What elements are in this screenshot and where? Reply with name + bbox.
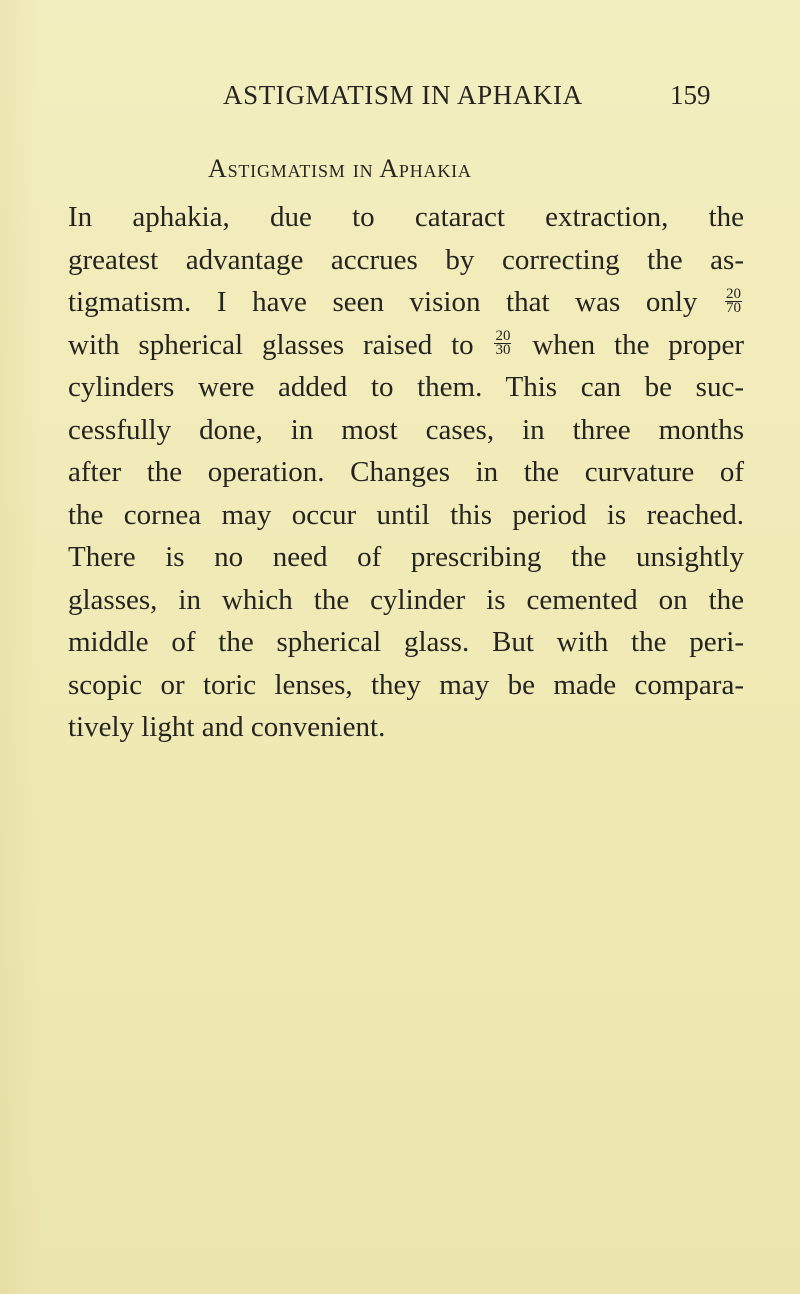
fraction-denominator: 70 [726,299,742,316]
text-line: greatest advantage accrues by correcting the as- [68,243,744,276]
text-segment: when the proper [532,328,744,361]
text-line: after the operation. Changes in the curvature of [68,456,744,488]
text-line: In aphakia, due to cataract extraction, the [68,201,744,233]
text-line: cylinders were added to them. This can be suc- [68,371,744,403]
text-line [68,324,744,367]
fraction-numerator: 20 [495,328,511,345]
vision-fraction [725,285,742,316]
text-line: cessfully done, in most cases, in three months [68,413,744,446]
fraction-denominator: 30 [495,342,511,359]
page-number: 159 [670,80,711,110]
text-segment: tigmatism. I have seen vision that was only [68,286,698,318]
running-title: ASTIGMATISM IN APHAKIA [223,80,583,110]
running-header [223,80,763,112]
vision-fraction [494,330,511,357]
body-paragraph [68,196,744,749]
text-line: scopic or toric lenses, they may be made compara- [68,668,744,701]
section-heading: Astigmatism in Aphakia [208,154,472,183]
text-line: There is no need of prescribing the unsightly [68,541,744,573]
text-line: tively light and convenient. [68,711,386,743]
text-segment: with spherical glasses raised to [68,328,474,361]
fraction-numerator: 20 [726,285,742,302]
text-line: middle of the spherical glass. But with the peri- [68,626,744,658]
text-line: glasses, in which the cylinder is cemented on the [68,583,744,616]
text-line [68,281,744,324]
text-line: the cornea may occur until this period is reached. [68,498,744,531]
